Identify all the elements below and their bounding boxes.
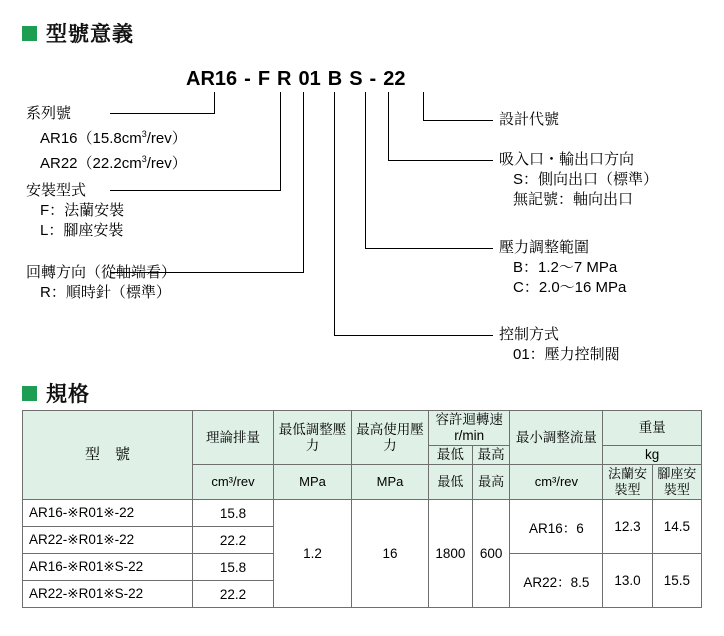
callout-series-title: 系列號: [26, 105, 72, 122]
cell-weight-foot-bottom: 15.5: [652, 554, 701, 608]
callout-pressure-range: [499, 238, 626, 298]
leader-line-port-vertical: [388, 92, 389, 160]
leader-line-control-vertical: [334, 92, 335, 335]
leader-line-port-horizontal: [388, 160, 493, 161]
callout-mounting-line1: F：法蘭安裝: [40, 202, 125, 219]
callout-mounting-line2: L：腳座安裝: [40, 222, 124, 239]
header-min-flow: 最小調整流量: [510, 411, 603, 465]
callout-pressure-range-line2: C：2.0～16 MPa: [513, 279, 627, 296]
callout-port-direction-line2: 無記號：軸向出口: [513, 191, 634, 208]
callout-pressure-range-title: 壓力調整範圍: [499, 239, 590, 256]
callout-rotation-title: 回轉方向（從軸端看）: [26, 264, 177, 281]
leader-line-design-horizontal: [423, 120, 493, 121]
spec-table: [22, 410, 702, 608]
header-weight: 重量: [603, 411, 702, 446]
cell-min-flow-ar22: AR22：8.5: [510, 554, 603, 608]
header-speed-max: 最高: [472, 446, 510, 465]
table-row: [23, 500, 702, 527]
code-part-mounting: F: [257, 68, 271, 90]
spec-table-body: [23, 500, 702, 608]
section-heading-model-meaning: [22, 18, 134, 48]
green-square-bullet-icon-2: [22, 386, 37, 401]
code-part-pressure: B: [327, 68, 343, 90]
cell-displacement-3: 22.2: [193, 581, 274, 608]
callout-port-direction-title: 吸入口・輸出口方向: [499, 151, 635, 168]
model-code-string: [186, 68, 405, 91]
header-max-pressure-unit: MPa: [352, 465, 429, 500]
cell-displacement-1: 22.2: [193, 527, 274, 554]
code-part-dash1: -: [244, 68, 251, 90]
cell-displacement-2: 15.8: [193, 554, 274, 581]
code-part-control: 01: [298, 68, 321, 90]
callout-mounting-title: 安裝型式: [26, 182, 87, 199]
green-square-bullet-icon: [22, 26, 37, 41]
callout-rotation: [26, 263, 176, 303]
cell-speed-min: 1800: [429, 500, 473, 608]
leader-line-pressure-horizontal: [365, 248, 493, 249]
cell-model-1: AR22-※R01※-22: [23, 527, 193, 554]
leader-line-design-vertical: [423, 92, 424, 120]
callout-port-direction: [499, 150, 658, 210]
callout-series: [26, 104, 187, 174]
leader-line-series-vertical: [214, 92, 215, 113]
header-weight-flange: 法蘭安裝型: [603, 465, 652, 500]
leader-line-mounting-vertical: [280, 92, 281, 190]
header-model: 型 號: [23, 411, 193, 500]
callout-rotation-line1: R：順時針（標準）: [40, 284, 171, 301]
header-weight-unit: kg: [603, 446, 702, 465]
leader-line-control-horizontal: [334, 335, 493, 336]
cell-min-adjust-pressure: 1.2: [274, 500, 352, 608]
cell-weight-foot-top: 14.5: [652, 500, 701, 554]
cell-displacement-0: 15.8: [193, 500, 274, 527]
section-title-model-meaning: 型號意義: [46, 23, 134, 46]
code-part-port: S: [349, 68, 363, 90]
callout-control-type-line1: 01：壓力控制閥: [513, 346, 620, 363]
section-title-spec: 規格: [46, 383, 90, 406]
callout-mounting: [26, 181, 124, 241]
header-min-flow-unit: cm³/rev: [510, 465, 603, 500]
header-speed: 容許迴轉速r/min: [429, 411, 510, 446]
header-displacement-unit: cm³/rev: [193, 465, 274, 500]
cell-weight-flange-top: 12.3: [603, 500, 652, 554]
header-min-adjust-pressure: 最低調整壓力: [274, 411, 352, 465]
header-speed-min: 最低: [429, 446, 473, 465]
leader-line-rotation-vertical: [303, 92, 304, 272]
section-heading-spec: [22, 378, 90, 408]
callout-series-line1: $AR16(15.8cm^3/rev)$: [40, 129, 187, 147]
callout-design-code-title: 設計代號: [499, 111, 560, 128]
header-displacement: 理論排量: [193, 411, 274, 465]
cell-speed-max: 600: [472, 500, 510, 608]
spec-table-head: [23, 411, 702, 500]
callout-control-type: [499, 325, 620, 365]
header-speed-min-2: 最低: [429, 465, 473, 500]
header-speed-max-2: 最高: [472, 465, 510, 500]
callout-series-line2: $AR22(22.2cm^3/rev)$: [40, 154, 187, 172]
spec-table-header-row-1: [23, 411, 702, 446]
code-part-series: AR16: [186, 68, 238, 90]
cell-min-flow-ar16: AR16：6: [510, 500, 603, 554]
callout-pressure-range-line1: B：1.2～7 MPa: [513, 259, 618, 276]
code-part-dash2: -: [369, 68, 377, 90]
leader-line-pressure-vertical: [365, 92, 366, 248]
header-min-adjust-pressure-unit: MPa: [274, 465, 352, 500]
cell-model-3: AR22-※R01※S-22: [23, 581, 193, 608]
callout-port-direction-line1: S：側向出口（標準）: [513, 171, 659, 188]
cell-weight-flange-bottom: 13.0: [603, 554, 652, 608]
header-weight-foot: 腳座安裝型: [652, 465, 701, 500]
callout-control-type-title: 控制方式: [499, 326, 560, 343]
cell-max-pressure: 16: [352, 500, 429, 608]
code-part-rotation: R: [277, 68, 292, 90]
cell-model-0: AR16-※R01※-22: [23, 500, 193, 527]
leader-line-mounting-horizontal: [110, 190, 281, 191]
code-part-design: 22: [383, 68, 406, 90]
callout-design-code: [499, 110, 559, 130]
cell-model-2: AR16-※R01※S-22: [23, 554, 193, 581]
header-max-pressure: 最高使用壓力: [352, 411, 429, 465]
